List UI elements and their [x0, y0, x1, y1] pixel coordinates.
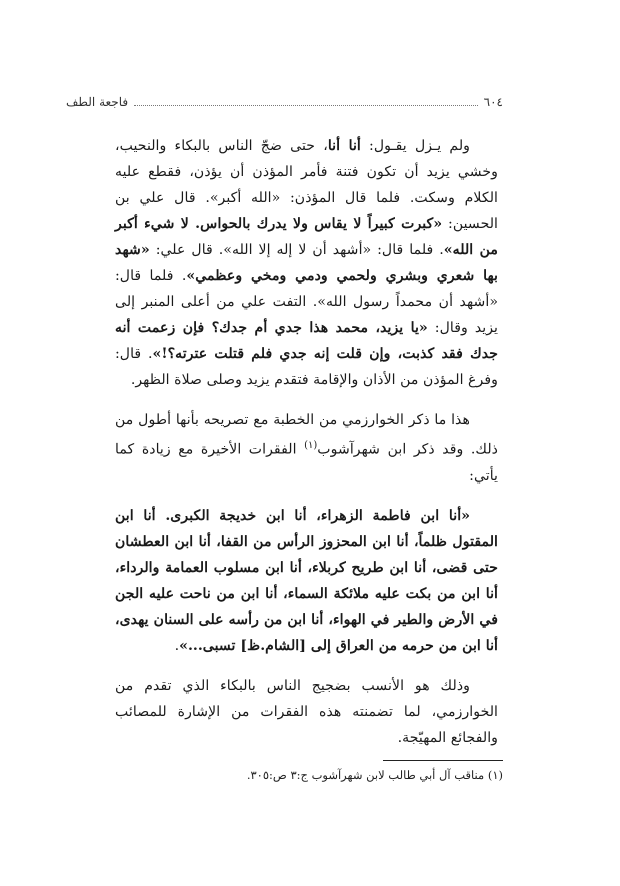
bold-text-run: «يا يزيد، محمد هذا جدي أم جدك؟ فإن زعمت أنه جدك فقد كذبت، وإن قلت إنه جدي فلم قتلت عترته؟!» [115, 320, 498, 362]
text-run: . قال: وفرغ المؤذن من الأذان والإقامة فتقدم يزيد وصلى صلاة الظهر. [115, 346, 498, 388]
bold-text-run: أنا أنا [327, 138, 361, 154]
text-run: وذلك هو الأنسب بضجيج الناس بالبكاء الذي تقدم من الخوارزمي، لما تضمنته هذه الفقرات من الإشارة للمصائب والفجائع المهيّجة. [115, 677, 498, 746]
text-run: ولم يـزل يقـول: [360, 138, 470, 154]
text-run: ، حتى ضجّ الناس بالبكاء والنحيب، وخشي يزيد أن تكون فتنة فأمر المؤذن أن يؤذن، فقطع عليه الكلام وسكت. فلما قال المؤذن: «الله أكبر». قال علي بن الحسين: [115, 138, 498, 232]
footnote: (١) مناقب آل أبي طالب لابن شهرآشوب ج:٣ ص:٣٠٥. [246, 768, 503, 782]
body-text [115, 133, 498, 751]
bold-text-run: «شهد بها شعري وبشري ولحمي ودمي ومخي وعظمي» [115, 242, 498, 284]
text-run: . [174, 637, 180, 654]
footnote-ref: (١) [304, 440, 318, 451]
text-run: . فلما قال: «أشهد أن محمداً رسول الله». التفت علي من أعلى المنبر إلى يزيد وقال: [115, 268, 498, 336]
running-header [66, 95, 503, 115]
footnote-separator [383, 760, 503, 761]
paragraph-3 [115, 503, 498, 659]
text-run: هذا ما ذكر الخوارزمي من الخطبة مع تصريحه بأنها أطول من ذلك. وقد ذكر ابن شهرآشوب [115, 412, 498, 458]
bold-text-run: «كبرت كبيراً لا يقاس ولا يدرك بالحواس. لا شيء أكبر من الله» [115, 216, 499, 258]
bold-text-run: «أنا ابن فاطمة الزهراء، أنا ابن خديجة الكبرى. أنا ابن المقتول ظلماً، أنا ابن المحزوز الرأس من القفا، أنا ابن العطشان حتى قضى، أنا ابن طريح كربلاء، أنا ابن مسلوب العمامة والرداء، أنا ابن من بكت عليه ملائكة السماء، أنا ابن من ناحت عليه الجن في الأرض والطير في الهواء، أنا ابن من رأسه على السنان يهدى، أنا ابن من حرمه من العراق إلى [الشام.ظ] تسبى...» [115, 507, 498, 654]
running-title: فاجعة الطف [66, 95, 129, 109]
page-number: ٦٠٤ [483, 95, 503, 109]
paragraph-1 [115, 133, 498, 393]
text-run: الفقرات الأخيرة مع زيادة كما يأتي: [115, 441, 498, 484]
header-dotted-leader [134, 95, 478, 106]
paragraph-2 [115, 407, 498, 489]
paragraph-4 [115, 673, 498, 751]
text-run: . فلما قال: «أشهد أن لا إله إلا الله». قال علي: [149, 242, 444, 258]
